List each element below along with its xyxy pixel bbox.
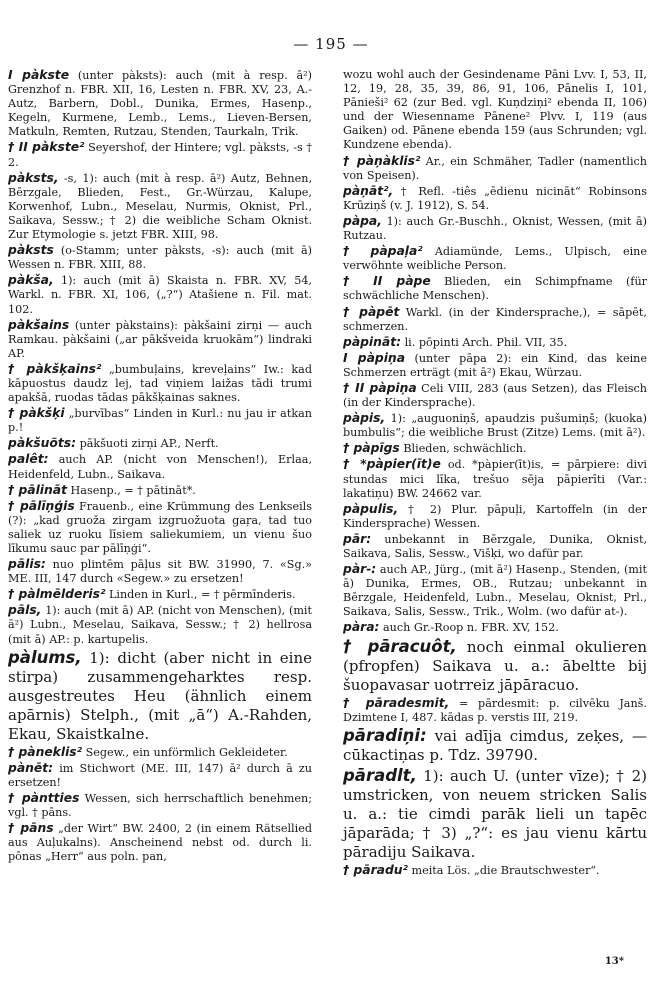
entry-body: Segew., ein unförmlich Gekleideter. xyxy=(85,745,288,759)
dictionary-entry xyxy=(8,171,312,242)
dictionary-entry xyxy=(8,791,312,820)
entry-headword: pàpulis, xyxy=(343,501,399,516)
entry-headword: † pàkšķains² xyxy=(8,361,102,376)
entry-headword: † pāns xyxy=(8,821,54,836)
entry-headword: pār: xyxy=(343,531,372,546)
dictionary-entry xyxy=(8,821,312,864)
dictionary-entry xyxy=(343,411,647,440)
entry-headword: † pālināt xyxy=(8,482,67,497)
entry-body: 1): auch (mit ā) AP. (nicht von Menschen), (mit ā²) Lubn., Meselau, Saikava, Sessw.; † 2) hellrosa (mit ā) AP.: p. kartupelis. xyxy=(8,604,312,646)
entry-headword: pàkšains xyxy=(8,317,70,332)
entry-body: Ar., ein Schmäher, Tadler (namentlich von Speisen). xyxy=(343,154,647,182)
entry-headword: pālis: xyxy=(8,557,46,572)
entry-body: im Stichwort (ME. III, 147) ā² durch ā zu ersetzen! xyxy=(8,761,312,789)
dictionary-entry xyxy=(343,696,647,725)
entry-body: „burvības“ Linden in Kurl.: nu jau ir atkan p.! xyxy=(8,407,312,435)
entry-body: Linden in Kurl., = † pērmīnderis. xyxy=(108,588,296,602)
entry-body: noch einmal okulieren (pfropfen) Saikava u. a.: ābeltte bij šuopavasar uotrreiz jāpāracuo. xyxy=(343,637,647,694)
entry-headword: † pàpēt xyxy=(343,304,400,319)
dictionary-entry xyxy=(343,726,647,765)
dictionary-entry xyxy=(343,381,647,410)
dictionary-entry xyxy=(343,244,647,273)
dictionary-entry xyxy=(343,335,647,350)
dictionary-entry xyxy=(8,140,312,169)
dictionary-entry xyxy=(8,648,312,744)
dictionary-entry xyxy=(8,362,312,405)
dictionary-entry xyxy=(8,436,312,451)
dictionary-entry xyxy=(8,406,312,435)
entry-body: auch Gr.-Roop n. FBR. XV, 152. xyxy=(383,621,559,635)
entry-headword: † *pàpier(īt)e xyxy=(343,457,441,472)
dictionary-entry xyxy=(343,457,647,500)
entry-body: pākšuoti zirņi AP., Nerft. xyxy=(79,437,219,451)
dictionary-entry xyxy=(8,557,312,586)
printer-signature: 13* xyxy=(604,956,624,967)
dictionary-entry xyxy=(343,305,647,334)
entry-headword: pàpa, xyxy=(343,213,382,228)
dictionary-entry xyxy=(8,603,312,646)
dictionary-entry xyxy=(343,441,647,456)
entry-body: (unter pàksts): auch (mit à resp. ā²) Grenzhof n. FBR. XII, 16, Lesten n. FBR. XV, 23, A.-Autz, Barbern, Dobl., Dunika, Ermes, Hasenp., Kegeln, Kurmene, Lemb., Lems., Lieven-Bersen, Matkuln, Remten, Rutzau, Stenden, Taurkaln, Trik. xyxy=(8,69,312,139)
entry-body: „der Wirt“ BW. 2400, 2 (in einem Rätsellied aus Auļukalns). Anscheinend nebst od. durch li. pōnas „Herr“ aus poln. pan, xyxy=(8,822,312,864)
entry-body: Adiamünde, Lems., Ulpisch, eine verwöhnte weibliche Person. xyxy=(343,245,648,273)
entry-headword: † II pàpiņa xyxy=(343,380,417,395)
entry-body: † Refl. -tiês „ēdienu nicināt“ Robinsons Krūziņš (v. J. 1912), S. 54. xyxy=(343,184,647,212)
entry-headword: † pàntties xyxy=(8,790,80,805)
entry-headword: I pàkste xyxy=(8,68,70,82)
page-number: — 195 — xyxy=(293,35,369,53)
entry-body: = pārdesmit: p. cilvēku Janš. Dzimtene I, 487. kādas p. verstis III, 219. xyxy=(343,696,647,724)
entry-body: „bumbuļains, kreveļains“ Iw.: kad kāpuostus daudz lej, tad viņiem laižas tādi trumi apakšā, ruodas tādas pākšķainas saknes. xyxy=(8,362,312,405)
dictionary-entry xyxy=(8,761,312,790)
entry-body: 1): auch U. (unter vīze); † 2) umstricken, von neuem stricken Salis u. a.: tie cimdi parāk lieli un tapēc jāparāda; † 3) „?“: es jau vienu kārtu pāradiju Saikava. xyxy=(343,766,647,861)
dictionary-entry xyxy=(343,766,647,862)
entry-headword: pàksts xyxy=(8,243,54,258)
dictionary-entry xyxy=(343,351,647,380)
entry-headword: pāls, xyxy=(8,603,42,618)
entry-headword: pàlums, xyxy=(8,647,82,667)
entry-headword: pàra: xyxy=(343,620,380,635)
entry-headword: † pāracuôt, xyxy=(343,636,457,656)
dictionary-entry xyxy=(343,502,647,531)
dictionary-entry xyxy=(8,452,312,481)
left-column xyxy=(8,68,312,865)
entry-body: vai adīja cimdus, zeķes, — cūkactiņas p. Tdz. 39790. xyxy=(343,726,647,764)
entry-headword: † pāradesmit, xyxy=(343,695,450,710)
dictionary-entry xyxy=(8,745,312,760)
entry-headword: pàr-: xyxy=(343,562,377,577)
dictionary-entry xyxy=(8,499,312,556)
entry-headword: † pàpaļa² xyxy=(343,244,423,259)
entry-headword: † pàņàklis² xyxy=(343,153,421,168)
entry-headword: † pàpīgs xyxy=(343,441,400,456)
entry-headword: pàpināt: xyxy=(343,334,402,349)
entry-headword: † pàkšķi xyxy=(8,406,65,421)
entry-body: Hasenp., = † pātināt*. xyxy=(70,483,196,497)
entry-body: (unter pàkstains): pàkšaini zirņi — auch Ramkau. pàkšaini („ar pākšveida kruokām“) lindraki AP. xyxy=(8,318,313,360)
dictionary-entry xyxy=(343,154,647,183)
entry-headword: † pàlmēlderis² xyxy=(8,587,106,602)
dictionary-entry xyxy=(343,863,647,878)
entry-headword: pàpis, xyxy=(343,411,386,426)
entry-body: 1): auch Gr.-Buschh., Oknist, Wessen, (mit ā) Rutzau. xyxy=(343,214,647,243)
entry-body: Blieden, ein Schimpfname (für schwächliche Menschen). xyxy=(343,275,647,303)
entry-headword: pànēt: xyxy=(8,760,54,775)
entry-headword: † II pàkste² xyxy=(8,140,85,155)
dictionary-entry xyxy=(8,243,312,272)
entry-body: 1): „auguoniņš, apaudzis pušumiņš; (kuoka) bumbulis“; die weibliche Brust (Zitze) Lems. (mit ā²). xyxy=(343,412,647,440)
entry-headword: † II pàpe xyxy=(343,274,431,289)
entry-headword: pāradlt, xyxy=(343,765,417,785)
entry-body: Wessen, sich herrschaftlich benehmen; vgl. † pāns. xyxy=(8,791,312,820)
dictionary-entry xyxy=(8,318,312,361)
dictionary-entry xyxy=(343,274,647,303)
entry-body: Celi VIII, 283 (aus Setzen), das Fleisch (in der Kindersprache). xyxy=(343,381,647,410)
entry-body: -s, 1): auch (mit à resp. ā²) Autz, Behnen, Bērzgale, Blieden, Fest., Gr.-Würzau, Kalupe, Korwenhof, Lubn., Meselau, Nurmis, Oknist, Prl., Saikava, Sessw.; † 2) die weibliche Scham Oknist. Zur Etymologie s. jetzt FBR. XIII, 98. xyxy=(8,171,313,242)
entry-body: unbekannt in Bērzgale, Dunika, Oknist, Saikava, Salis, Sessw., Višķi, wo dafür par. xyxy=(343,532,647,560)
entry-body: † 2) Plur. pāpuļi, Kartoffeln (in der Kindersprache) Wessen. xyxy=(343,502,648,530)
entry-body: Frauenb., eine Krümmung des Lenkseils (?): „kad gruoža zirgam izgruožuota gaŗa, tad tuo saliek uz ruoku līsiem saliekumiem, un vienu šuo līkumu sauc par pālīņģi“. xyxy=(8,499,312,555)
entry-body: 1): auch (mit ā) Skaista n. FBR. XV, 54, Warkl. n. FBR. XI, 106, („?“) Atašiene n. Fil. mat. 102. xyxy=(8,274,312,316)
entry-body: od. *pàpier(īt)is, = pārpiere: divi stundas mici līka, trešuo sēja pāpierīti (Var.: lakatiņu) BW. 24662 var. xyxy=(343,458,648,500)
dictionary-entry xyxy=(343,214,647,243)
dictionary-entry xyxy=(8,273,312,316)
entry-body: Warkl. (in der Kindersprache,), = sāpēt, schmerzen. xyxy=(343,305,647,333)
entry-headword: palêt: xyxy=(8,452,49,467)
entry-body: Blieden, schwächlich. xyxy=(403,442,527,456)
entry-body: 1): dicht (aber nicht in eine stirpa) zusammengeharktes resp. ausgestreutes Heu (ähnlich einem apārnis) Stelph., (mit „ā“) A.-Rahden, Ekau, Skaistkalne. xyxy=(8,648,312,743)
dictionary-entry xyxy=(8,483,312,498)
entry-headword: pāradiņi: xyxy=(343,725,427,745)
entry-body: auch AP. (nicht von Menschen!), Erlaa, Heidenfeld, Lubn., Saikava. xyxy=(8,453,313,481)
entry-headword: I pàpiņa xyxy=(343,350,405,365)
entry-body: wozu wohl auch der Gesindename Pāni Lvv. I, 53, II, 12, 19, 28, 35, 39, 86, 91, 106, Pānelis I, 101, Pānieši² 62 (zur Bed. vgl. Kuņdziņi² ebenda II, 106) und der Wiesenname Pānene² Plvv. I, 119 (aus Gaiken) od. Pānene ebenda 159 (aus Schrunden; vgl. Kundzene ebenda). xyxy=(343,68,647,152)
dictionary-entry xyxy=(343,532,647,561)
entry-body: Seyershof, der Hintere; vgl. pàksts, -s † 2. xyxy=(8,141,312,169)
entry-headword: pàkšuõts: xyxy=(8,436,77,451)
entry-headword: † pàneklis² xyxy=(8,744,83,759)
entry-body: li. pōpinti Arch. Phil. VII, 35. xyxy=(404,335,568,349)
entry-body: (unter pāpa 2): ein Kind, das keine Schmerzen erträgt (mit ā²) Ekau, Würzau. xyxy=(343,351,647,379)
entry-headword: pàksts, xyxy=(8,170,59,185)
dictionary-entry xyxy=(8,68,312,139)
dictionary-entry xyxy=(8,587,312,602)
entry-headword: † pāradu² xyxy=(343,862,408,877)
dictionary-entry xyxy=(343,637,647,695)
entry-headword: † pālīņģis xyxy=(8,498,75,513)
entry-body: auch AP., Jürg., (mit ā²) Hasenp., Stenden, (mit ā) Dunika, Ermes, OB., Rutzau; unbekannt in Bērzgale, Heidenfeld, Lubn., Meselau, Oknist, Prl., Saikava, Salis, Sessw., Trik., Wolm. (wo dafür at-). xyxy=(343,563,647,619)
dictionary-entry xyxy=(343,184,647,213)
entry-body: nuo plintēm pāļus sit BW. 31990, 7. «Sg.» ME. III, 147 durch «Segew.» zu ersetzen! xyxy=(8,558,313,586)
dictionary-entry xyxy=(343,620,647,635)
dictionary-entry xyxy=(343,68,647,153)
right-column xyxy=(343,68,647,879)
dictionary-entry xyxy=(343,562,647,619)
entry-headword: pàkša, xyxy=(8,273,54,288)
entry-body: meita Lös. „die Brautschwester“. xyxy=(411,863,600,877)
entry-body: (o-Stamm; unter pàksts, -s): auch (mit ā) Wessen n. FBR. XIII, 88. xyxy=(8,244,313,272)
entry-headword: pàņāt², xyxy=(343,183,394,198)
